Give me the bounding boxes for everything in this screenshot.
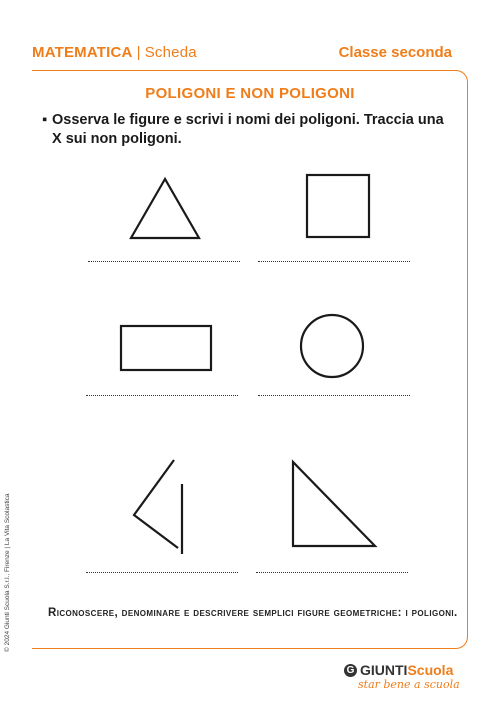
- logo-brand-1: GIUNTI: [360, 662, 408, 678]
- logo-tagline: star bene a scuola: [358, 678, 460, 691]
- square-shape: [307, 175, 369, 237]
- sheet-label: Scheda: [144, 44, 197, 61]
- logo-wordmark: [344, 662, 464, 678]
- answer-line-5[interactable]: [86, 572, 238, 573]
- grade-label: Classe seconda: [338, 44, 452, 61]
- logo-brand-2: Scuola: [407, 662, 454, 678]
- answer-line-1[interactable]: [88, 261, 240, 262]
- instruction-text: Osserva le figure e scrivi i nomi dei poligoni. Traccia una X sui non poligoni.: [52, 112, 444, 147]
- header-separator: |: [136, 44, 141, 61]
- answer-line-4[interactable]: [258, 395, 410, 396]
- rectangle-shape: [121, 326, 211, 370]
- right-triangle-shape: [293, 462, 375, 546]
- worksheet-title: POLIGONI E NON POLIGONI: [145, 85, 355, 102]
- subject-name: MATEMATICA: [32, 44, 133, 61]
- learning-objective: Riconoscere, denominare e descrivere semplici figure geometriche: i poligoni.: [48, 607, 458, 619]
- logo-g-icon: G: [344, 664, 357, 677]
- answer-line-6[interactable]: [256, 572, 408, 573]
- open-figure-shape: [134, 460, 178, 548]
- bullet-icon: ▪: [42, 112, 48, 128]
- answer-line-3[interactable]: [86, 395, 238, 396]
- publisher-logo: [344, 662, 464, 691]
- copyright-notice: © 2024 Giunti Scuola S.r.l., Firenze | La Vita Scolastica: [4, 493, 11, 652]
- triangle-shape: [131, 179, 199, 238]
- answer-line-2[interactable]: [258, 261, 410, 262]
- circle-shape: [301, 315, 363, 377]
